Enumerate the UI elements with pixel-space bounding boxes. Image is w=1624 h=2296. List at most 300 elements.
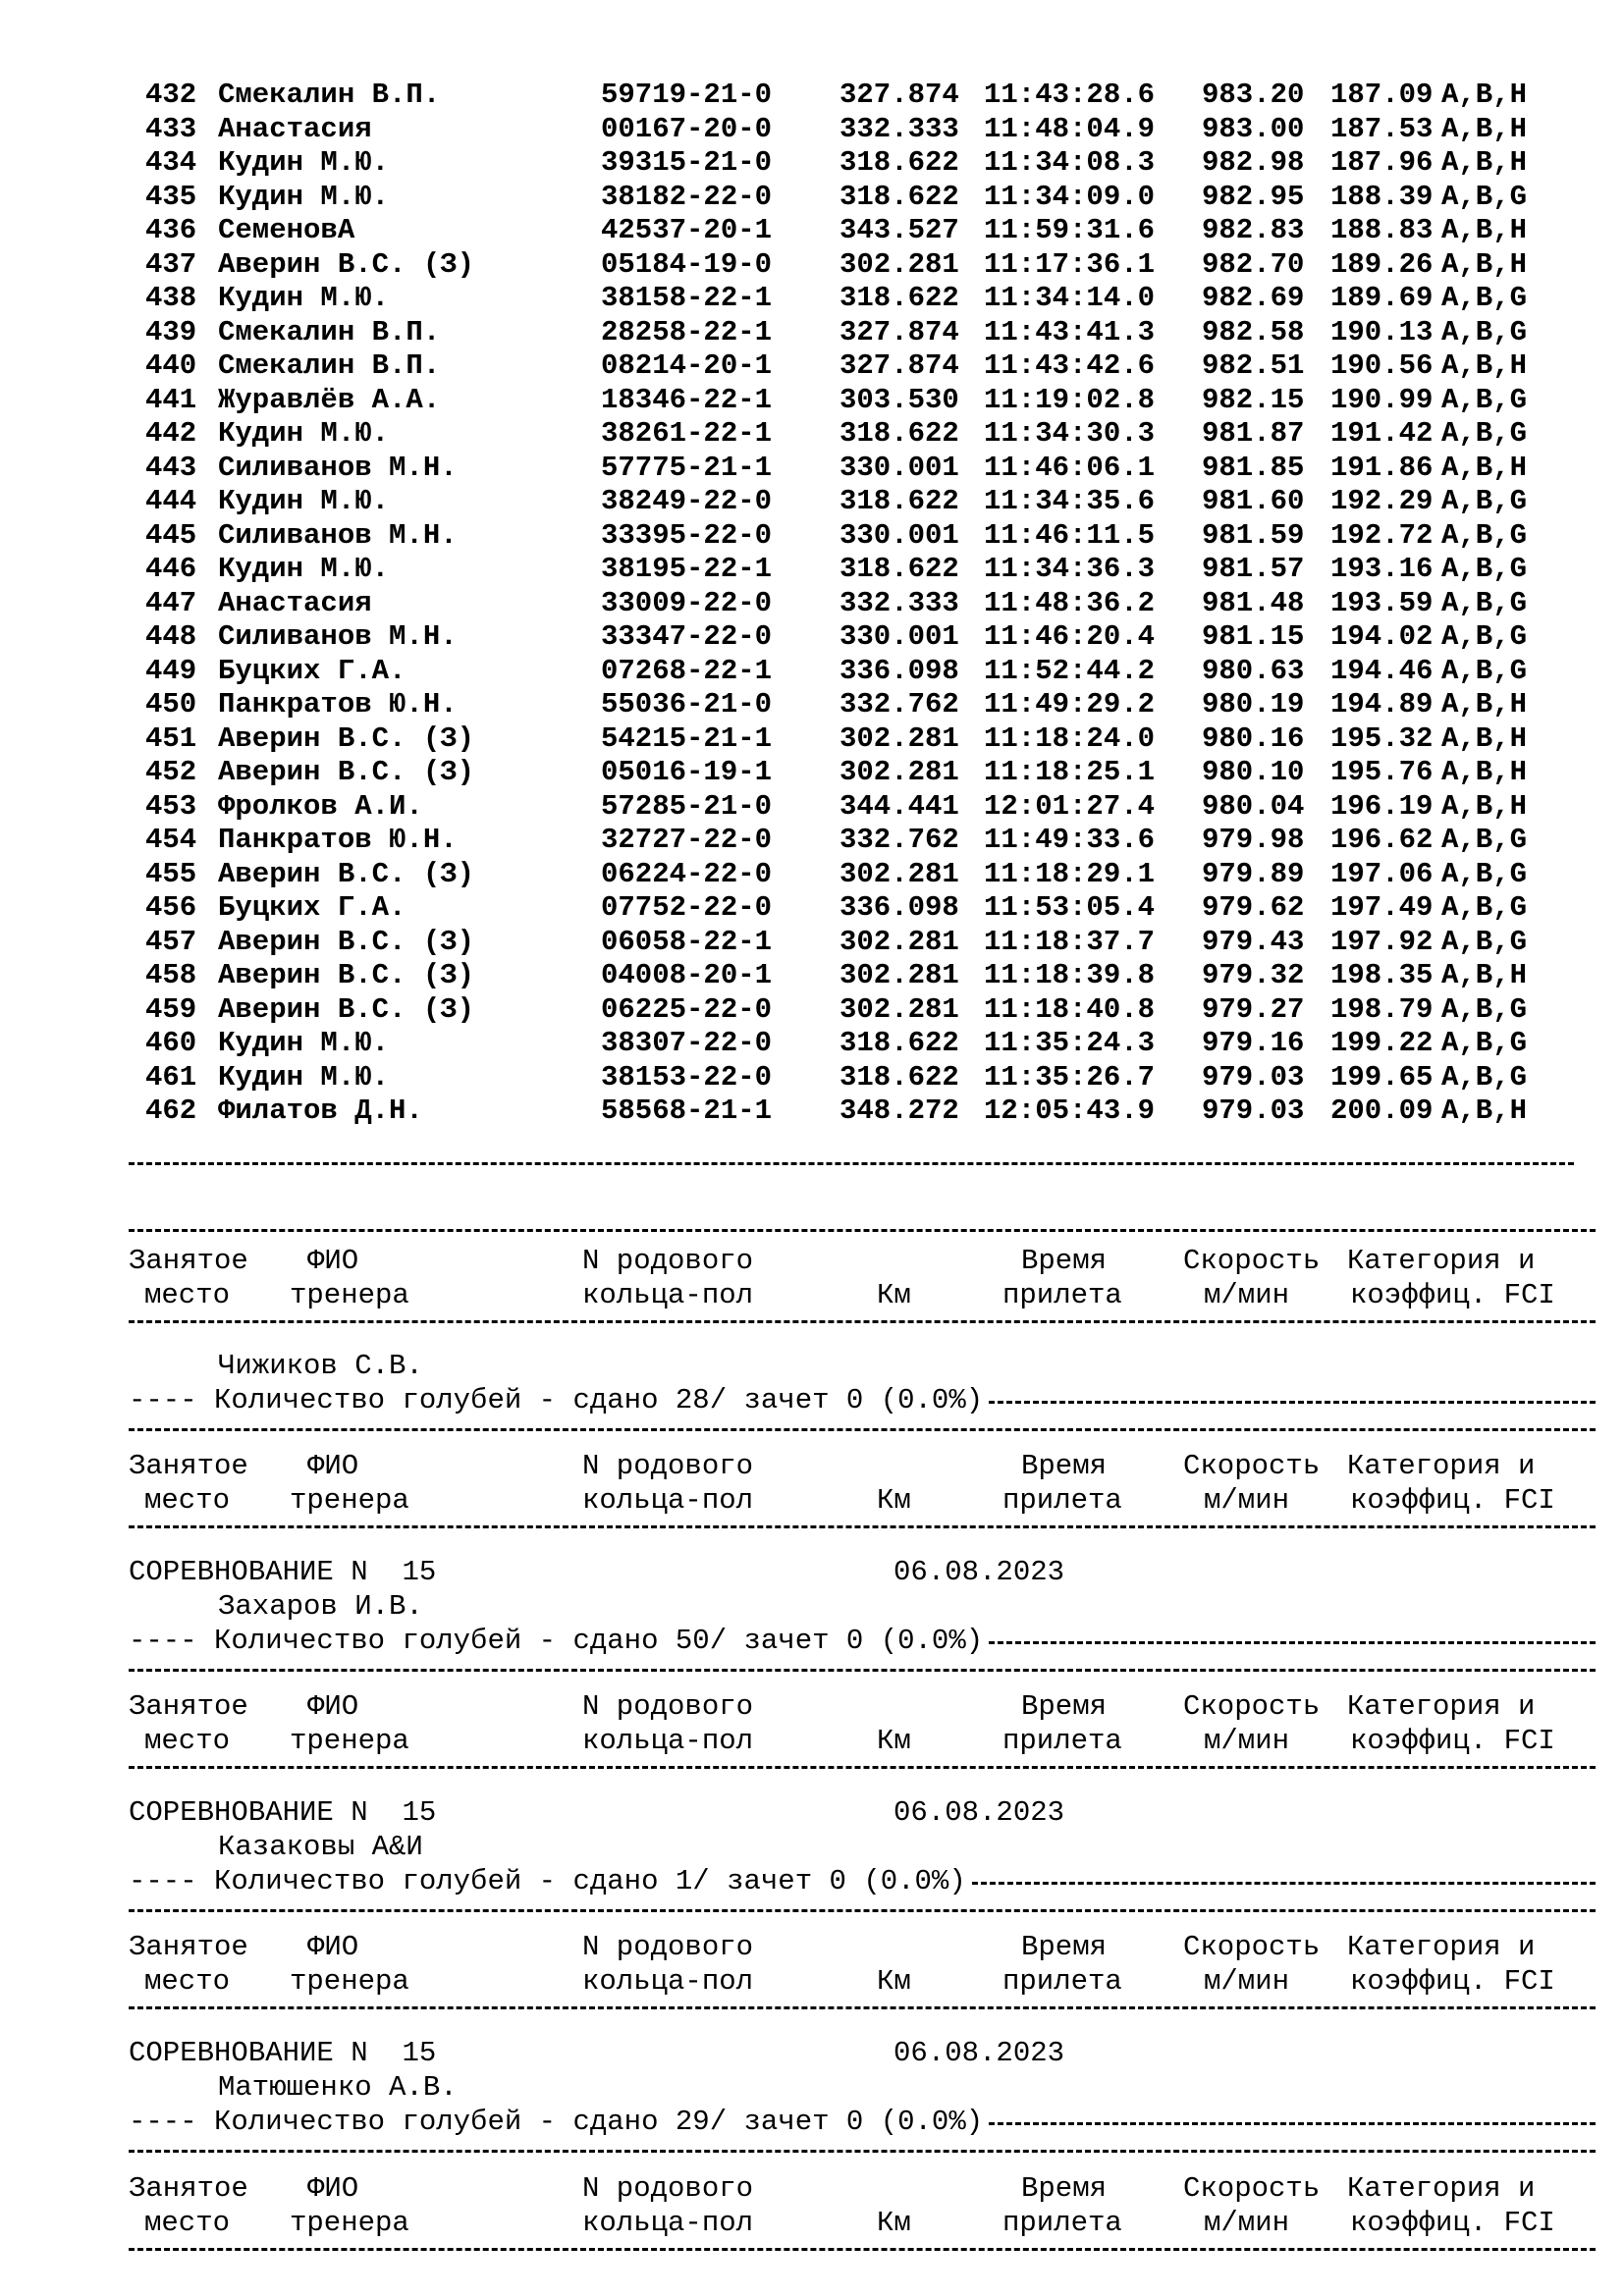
cell-ring: 07752-22-0 — [601, 891, 773, 924]
table-row — [0, 417, 1624, 451]
cell-place: 448 — [145, 620, 197, 653]
table-row — [0, 926, 1624, 959]
cell-name: Филатов Д.Н. — [218, 1095, 423, 1127]
table-row — [0, 858, 1624, 891]
cell-speed: 980.63 — [1202, 654, 1305, 687]
cell-speed: 981.15 — [1202, 620, 1305, 653]
cell-cat: A,B,G — [1441, 654, 1528, 687]
column-header-speed1: Скорость — [1183, 2172, 1321, 2205]
cell-time: 12:01:27.4 — [984, 789, 1156, 823]
table-row — [0, 688, 1624, 721]
cell-speed: 979.43 — [1202, 925, 1305, 958]
cell-cat: A,B,G — [1441, 518, 1528, 552]
column-header-place1: Занятое — [129, 1450, 248, 1482]
cell-coef: 192.72 — [1330, 518, 1434, 552]
table-row — [0, 384, 1624, 417]
cell-cat: A,B,G — [1441, 553, 1528, 585]
column-header-speed2: м/мин — [1204, 2207, 1290, 2239]
cell-place: 438 — [145, 282, 197, 314]
cell-place: 461 — [145, 1060, 197, 1094]
column-header-fio2: тренера — [290, 2207, 409, 2239]
cell-coef: 197.49 — [1330, 891, 1434, 924]
cell-speed: 982.95 — [1202, 180, 1305, 213]
cell-coef: 195.76 — [1330, 756, 1434, 788]
divider — [989, 1401, 1596, 1404]
cell-place: 432 — [145, 79, 197, 111]
cell-time: 11:49:29.2 — [984, 688, 1156, 721]
cell-speed: 979.62 — [1202, 891, 1305, 924]
cell-coef: 196.62 — [1330, 824, 1434, 856]
cell-km: 327.874 — [839, 349, 959, 382]
column-header-speed1: Скорость — [1183, 1690, 1321, 1723]
cell-km: 327.874 — [839, 315, 959, 348]
cell-km: 332.333 — [839, 112, 959, 145]
column-header-time2: прилета — [1002, 2207, 1122, 2239]
table-row — [0, 824, 1624, 857]
trainer-name: Чижиков С.В. — [218, 1350, 423, 1382]
divider — [129, 1669, 1596, 1672]
cell-ring: 18346-22-1 — [601, 383, 773, 416]
column-header-fio2: тренера — [290, 1965, 409, 1998]
cell-time: 11:43:42.6 — [984, 349, 1156, 382]
cell-km: 344.441 — [839, 789, 959, 823]
cell-coef: 189.26 — [1330, 247, 1434, 281]
cell-ring: 38195-22-1 — [601, 553, 773, 585]
cell-ring: 32727-22-0 — [601, 824, 773, 856]
cell-speed: 981.59 — [1202, 518, 1305, 552]
table-row — [0, 485, 1624, 518]
column-header-fio1: ФИО — [307, 1245, 359, 1277]
cell-cat: A,B,G — [1441, 586, 1528, 619]
cell-cat: A,B,G — [1441, 891, 1528, 924]
cell-cat: A,B,H — [1441, 789, 1528, 823]
cell-name: Кудин М.Ю. — [218, 146, 390, 179]
cell-coef: 189.69 — [1330, 282, 1434, 314]
cell-name: Аверин В.С. (З) — [218, 959, 475, 991]
cell-ring: 38158-22-1 — [601, 282, 773, 314]
table-row — [0, 146, 1624, 180]
cell-coef: 193.59 — [1330, 586, 1434, 619]
cell-coef: 194.46 — [1330, 654, 1434, 687]
cell-km: 302.281 — [839, 992, 959, 1026]
cell-place: 455 — [145, 857, 197, 890]
cell-cat: A,B,G — [1441, 992, 1528, 1026]
cell-name: Кудин М.Ю. — [218, 282, 390, 314]
cell-km: 327.874 — [839, 79, 959, 111]
cell-speed: 980.10 — [1202, 756, 1305, 788]
table-row — [0, 248, 1624, 282]
cell-coef: 199.65 — [1330, 1060, 1434, 1094]
cell-place: 433 — [145, 112, 197, 145]
cell-ring: 55036-21-0 — [601, 688, 773, 721]
cell-place: 458 — [145, 959, 197, 991]
cell-time: 11:35:26.7 — [984, 1060, 1156, 1094]
cell-km: 318.622 — [839, 180, 959, 213]
pigeon-count: ---- Количество голубей - сдано 29/ зачет 0 (0.0%) — [129, 2106, 984, 2138]
cell-km: 318.622 — [839, 553, 959, 585]
cell-speed: 982.83 — [1202, 214, 1305, 246]
cell-ring: 00167-20-0 — [601, 112, 773, 145]
cell-place: 453 — [145, 789, 197, 823]
cell-km: 336.098 — [839, 654, 959, 687]
cell-coef: 200.09 — [1330, 1095, 1434, 1127]
cell-name: Силиванов М.Н. — [218, 620, 458, 653]
cell-ring: 38307-22-0 — [601, 1027, 773, 1059]
column-header-time1: Время — [1021, 1245, 1108, 1277]
cell-speed: 981.87 — [1202, 417, 1305, 450]
cell-coef: 188.39 — [1330, 180, 1434, 213]
column-header-km: Км — [877, 1965, 911, 1998]
cell-speed: 983.20 — [1202, 79, 1305, 111]
table-row — [0, 349, 1624, 383]
competition-title: СОРЕВНОВАНИЕ N 15 — [129, 1796, 437, 1829]
cell-speed: 981.60 — [1202, 485, 1305, 517]
cell-ring: 06225-22-0 — [601, 992, 773, 1026]
cell-coef: 187.53 — [1330, 112, 1434, 145]
table-row — [0, 79, 1624, 112]
cell-time: 11:34:14.0 — [984, 282, 1156, 314]
cell-coef: 196.19 — [1330, 789, 1434, 823]
column-header-km: Км — [877, 1484, 911, 1517]
column-header-cat1: Категория и — [1347, 1931, 1536, 1963]
cell-speed: 979.98 — [1202, 824, 1305, 856]
cell-cat: A,B,G — [1441, 824, 1528, 856]
cell-place: 456 — [145, 891, 197, 924]
cell-name: Фролков А.И. — [218, 789, 423, 823]
cell-km: 330.001 — [839, 451, 959, 484]
cell-coef: 190.56 — [1330, 349, 1434, 382]
trainer-name: Захаров И.В. — [218, 1590, 423, 1623]
pigeon-count: ---- Количество голубей - сдано 1/ зачет 0 (0.0%) — [129, 1865, 966, 1897]
cell-ring: 57285-21-0 — [601, 789, 773, 823]
cell-speed: 981.85 — [1202, 451, 1305, 484]
cell-place: 452 — [145, 756, 197, 788]
column-header-cat1: Категория и — [1347, 2172, 1536, 2205]
cell-time: 11:52:44.2 — [984, 654, 1156, 687]
cell-time: 11:35:24.3 — [984, 1027, 1156, 1059]
column-header-place2: место — [144, 1484, 231, 1517]
pigeon-count: ---- Количество голубей - сдано 28/ зачет 0 (0.0%) — [129, 1384, 984, 1416]
column-header-place1: Занятое — [129, 1245, 248, 1277]
cell-coef: 191.86 — [1330, 451, 1434, 484]
column-header-fio1: ФИО — [307, 1931, 359, 1963]
column-header-cat2: коэффиц. FCI — [1350, 1965, 1555, 1998]
cell-ring: 57775-21-1 — [601, 451, 773, 484]
cell-coef: 187.96 — [1330, 146, 1434, 179]
cell-coef: 190.13 — [1330, 315, 1434, 348]
cell-km: 302.281 — [839, 959, 959, 991]
cell-time: 11:48:04.9 — [984, 112, 1156, 145]
cell-km: 318.622 — [839, 417, 959, 450]
competition-date: 06.08.2023 — [893, 2037, 1065, 2069]
cell-cat: A,B,G — [1441, 485, 1528, 517]
column-header-fio2: тренера — [290, 1725, 409, 1757]
table-row — [0, 756, 1624, 789]
cell-place: 451 — [145, 721, 197, 755]
cell-name: Аверин В.С. (З) — [218, 756, 475, 788]
cell-ring: 05016-19-1 — [601, 756, 773, 788]
cell-time: 11:59:31.6 — [984, 214, 1156, 246]
cell-coef: 198.35 — [1330, 959, 1434, 991]
competition-title: СОРЕВНОВАНИЕ N 15 — [129, 2037, 437, 2069]
cell-time: 11:48:36.2 — [984, 586, 1156, 619]
cell-cat: A,B,H — [1441, 349, 1528, 382]
cell-name: Смекалин В.П. — [218, 315, 441, 348]
cell-speed: 982.69 — [1202, 282, 1305, 314]
cell-ring: 33395-22-0 — [601, 518, 773, 552]
cell-place: 462 — [145, 1095, 197, 1127]
table-row — [0, 1061, 1624, 1095]
divider — [129, 1766, 1596, 1769]
cell-ring: 38261-22-1 — [601, 417, 773, 450]
cell-place: 440 — [145, 349, 197, 382]
competition-date: 06.08.2023 — [893, 1556, 1065, 1588]
cell-coef: 193.16 — [1330, 553, 1434, 585]
column-header-km: Км — [877, 2207, 911, 2239]
divider — [129, 1229, 1596, 1232]
cell-name: Смекалин В.П. — [218, 349, 441, 382]
table-row — [0, 993, 1624, 1027]
table-row — [0, 181, 1624, 214]
column-header-fio2: тренера — [290, 1279, 409, 1311]
table-row — [0, 553, 1624, 586]
cell-name: Буцких Г.А. — [218, 654, 406, 687]
table-row — [0, 620, 1624, 654]
cell-coef: 194.02 — [1330, 620, 1434, 653]
cell-time: 11:46:11.5 — [984, 518, 1156, 552]
cell-coef: 191.42 — [1330, 417, 1434, 450]
column-header-fio1: ФИО — [307, 1450, 359, 1482]
cell-place: 449 — [145, 654, 197, 687]
cell-name: Панкратов Ю.Н. — [218, 688, 458, 721]
cell-name: Аверин В.С. (З) — [218, 857, 475, 890]
cell-time: 11:34:08.3 — [984, 146, 1156, 179]
column-header-ring1: N родового — [582, 1245, 754, 1277]
cell-speed: 980.19 — [1202, 688, 1305, 721]
table-row — [0, 959, 1624, 992]
cell-ring: 59719-21-0 — [601, 79, 773, 111]
cell-km: 302.281 — [839, 247, 959, 281]
cell-ring: 38153-22-0 — [601, 1060, 773, 1094]
cell-place: 442 — [145, 417, 197, 450]
cell-place: 443 — [145, 451, 197, 484]
cell-speed: 983.00 — [1202, 112, 1305, 145]
cell-place: 450 — [145, 688, 197, 721]
column-header-cat1: Категория и — [1347, 1245, 1536, 1277]
cell-km: 332.762 — [839, 688, 959, 721]
column-header-speed1: Скорость — [1183, 1931, 1321, 1963]
cell-time: 11:46:20.4 — [984, 620, 1156, 653]
cell-time: 12:05:43.9 — [984, 1095, 1156, 1127]
cell-cat: A,B,G — [1441, 1060, 1528, 1094]
column-header-place1: Занятое — [129, 1690, 248, 1723]
cell-name: Кудин М.Ю. — [218, 180, 390, 213]
cell-name: Кудин М.Ю. — [218, 553, 390, 585]
cell-place: 454 — [145, 824, 197, 856]
cell-time: 11:18:29.1 — [984, 857, 1156, 890]
cell-place: 441 — [145, 383, 197, 416]
cell-time: 11:43:41.3 — [984, 315, 1156, 348]
cell-name: Кудин М.Ю. — [218, 1060, 390, 1094]
cell-time: 11:18:40.8 — [984, 992, 1156, 1026]
column-header-ring2: кольца-пол — [582, 1484, 754, 1517]
column-header-cat2: коэффиц. FCI — [1350, 2207, 1555, 2239]
cell-ring: 33347-22-0 — [601, 620, 773, 653]
column-header-cat1: Категория и — [1347, 1690, 1536, 1723]
cell-coef: 188.83 — [1330, 214, 1434, 246]
cell-ring: 54215-21-1 — [601, 721, 773, 755]
column-header-place2: место — [144, 1965, 231, 1998]
column-header-fio1: ФИО — [307, 2172, 359, 2205]
cell-place: 435 — [145, 180, 197, 213]
table-row — [0, 452, 1624, 485]
column-header-speed2: м/мин — [1204, 1965, 1290, 1998]
cell-coef: 190.99 — [1330, 383, 1434, 416]
cell-speed: 980.16 — [1202, 721, 1305, 755]
cell-name: Кудин М.Ю. — [218, 1027, 390, 1059]
column-header-speed2: м/мин — [1204, 1725, 1290, 1757]
column-header-time2: прилета — [1002, 1484, 1122, 1517]
cell-cat: A,B,G — [1441, 925, 1528, 958]
table-row — [0, 790, 1624, 824]
cell-coef: 197.92 — [1330, 925, 1434, 958]
column-header-place1: Занятое — [129, 1931, 248, 1963]
cell-coef: 198.79 — [1330, 992, 1434, 1026]
cell-time: 11:34:36.3 — [984, 553, 1156, 585]
column-header-place1: Занятое — [129, 2172, 248, 2205]
cell-speed: 979.89 — [1202, 857, 1305, 890]
pigeon-count: ---- Количество голубей - сдано 50/ зачет 0 (0.0%) — [129, 1625, 984, 1657]
table-row — [0, 722, 1624, 756]
cell-name: Кудин М.Ю. — [218, 485, 390, 517]
cell-time: 11:34:09.0 — [984, 180, 1156, 213]
cell-ring: 38182-22-0 — [601, 180, 773, 213]
cell-place: 436 — [145, 214, 197, 246]
column-header-time2: прилета — [1002, 1725, 1122, 1757]
cell-name: Панкратов Ю.Н. — [218, 824, 458, 856]
table-row — [0, 519, 1624, 553]
column-header-ring1: N родового — [582, 1931, 754, 1963]
cell-speed: 979.03 — [1202, 1095, 1305, 1127]
cell-ring: 38249-22-0 — [601, 485, 773, 517]
cell-name: Журавлёв А.А. — [218, 383, 441, 416]
cell-name: Кудин М.Ю. — [218, 417, 390, 450]
cell-place: 439 — [145, 315, 197, 348]
divider — [129, 1320, 1596, 1323]
table-row — [0, 1027, 1624, 1060]
divider — [972, 1882, 1596, 1885]
column-header-cat2: коэффиц. FCI — [1350, 1484, 1555, 1517]
column-header-ring1: N родового — [582, 2172, 754, 2205]
cell-name: Силиванов М.Н. — [218, 451, 458, 484]
cell-speed: 979.03 — [1202, 1060, 1305, 1094]
cell-ring: 05184-19-0 — [601, 247, 773, 281]
cell-km: 302.281 — [839, 756, 959, 788]
cell-cat: A,B,H — [1441, 756, 1528, 788]
cell-place: 437 — [145, 247, 197, 281]
column-header-km: Км — [877, 1725, 911, 1757]
cell-cat: A,B,G — [1441, 417, 1528, 450]
cell-cat: A,B,H — [1441, 451, 1528, 484]
cell-cat: A,B,G — [1441, 620, 1528, 653]
cell-coef: 199.22 — [1330, 1027, 1434, 1059]
cell-cat: A,B,G — [1441, 282, 1528, 314]
table-row — [0, 214, 1624, 247]
column-header-place2: место — [144, 2207, 231, 2239]
cell-ring: 28258-22-1 — [601, 315, 773, 348]
cell-time: 11:34:30.3 — [984, 417, 1156, 450]
cell-name: Буцких Г.А. — [218, 891, 406, 924]
trainer-name: Казаковы А&И — [218, 1831, 423, 1863]
cell-place: 457 — [145, 925, 197, 958]
cell-km: 318.622 — [839, 1060, 959, 1094]
divider — [129, 2150, 1596, 2153]
cell-time: 11:53:05.4 — [984, 891, 1156, 924]
cell-ring: 33009-22-0 — [601, 586, 773, 619]
column-header-ring2: кольца-пол — [582, 2207, 754, 2239]
column-header-cat2: коэффиц. FCI — [1350, 1279, 1555, 1311]
cell-speed: 981.48 — [1202, 586, 1305, 619]
cell-place: 447 — [145, 586, 197, 619]
cell-cat: A,B,G — [1441, 383, 1528, 416]
cell-coef: 192.29 — [1330, 485, 1434, 517]
cell-time: 11:18:39.8 — [984, 959, 1156, 991]
cell-name: Аверин В.С. (З) — [218, 721, 475, 755]
column-header-time1: Время — [1021, 2172, 1108, 2205]
cell-cat: A,B,H — [1441, 721, 1528, 755]
cell-ring: 07268-22-1 — [601, 654, 773, 687]
cell-km: 332.762 — [839, 824, 959, 856]
cell-km: 330.001 — [839, 518, 959, 552]
divider — [129, 2248, 1596, 2251]
table-row — [0, 282, 1624, 315]
cell-cat: A,B,H — [1441, 214, 1528, 246]
cell-km: 348.272 — [839, 1095, 959, 1127]
cell-ring: 06058-22-1 — [601, 925, 773, 958]
cell-name: Аверин В.С. (З) — [218, 992, 475, 1026]
cell-name: Аверин В.С. (З) — [218, 247, 475, 281]
divider — [129, 1909, 1596, 1912]
cell-cat: A,B,H — [1441, 247, 1528, 281]
cell-speed: 982.15 — [1202, 383, 1305, 416]
cell-speed: 981.57 — [1202, 553, 1305, 585]
divider — [129, 1525, 1596, 1528]
cell-cat: A,B,G — [1441, 857, 1528, 890]
cell-time: 11:17:36.1 — [984, 247, 1156, 281]
cell-place: 444 — [145, 485, 197, 517]
cell-place: 445 — [145, 518, 197, 552]
cell-coef: 197.06 — [1330, 857, 1434, 890]
divider — [129, 1162, 1574, 1165]
cell-time: 11:19:02.8 — [984, 383, 1156, 416]
cell-time: 11:46:06.1 — [984, 451, 1156, 484]
divider — [989, 2122, 1596, 2125]
cell-km: 318.622 — [839, 1027, 959, 1059]
cell-time: 11:49:33.6 — [984, 824, 1156, 856]
table-row — [0, 587, 1624, 620]
cell-ring: 39315-21-0 — [601, 146, 773, 179]
cell-time: 11:18:37.7 — [984, 925, 1156, 958]
cell-name: Анастасия — [218, 112, 372, 145]
table-row — [0, 316, 1624, 349]
cell-place: 434 — [145, 146, 197, 179]
cell-speed: 982.51 — [1202, 349, 1305, 382]
column-header-cat2: коэффиц. FCI — [1350, 1725, 1555, 1757]
column-header-speed2: м/мин — [1204, 1484, 1290, 1517]
column-header-ring1: N родового — [582, 1690, 754, 1723]
cell-ring: 42537-20-1 — [601, 214, 773, 246]
cell-km: 318.622 — [839, 485, 959, 517]
